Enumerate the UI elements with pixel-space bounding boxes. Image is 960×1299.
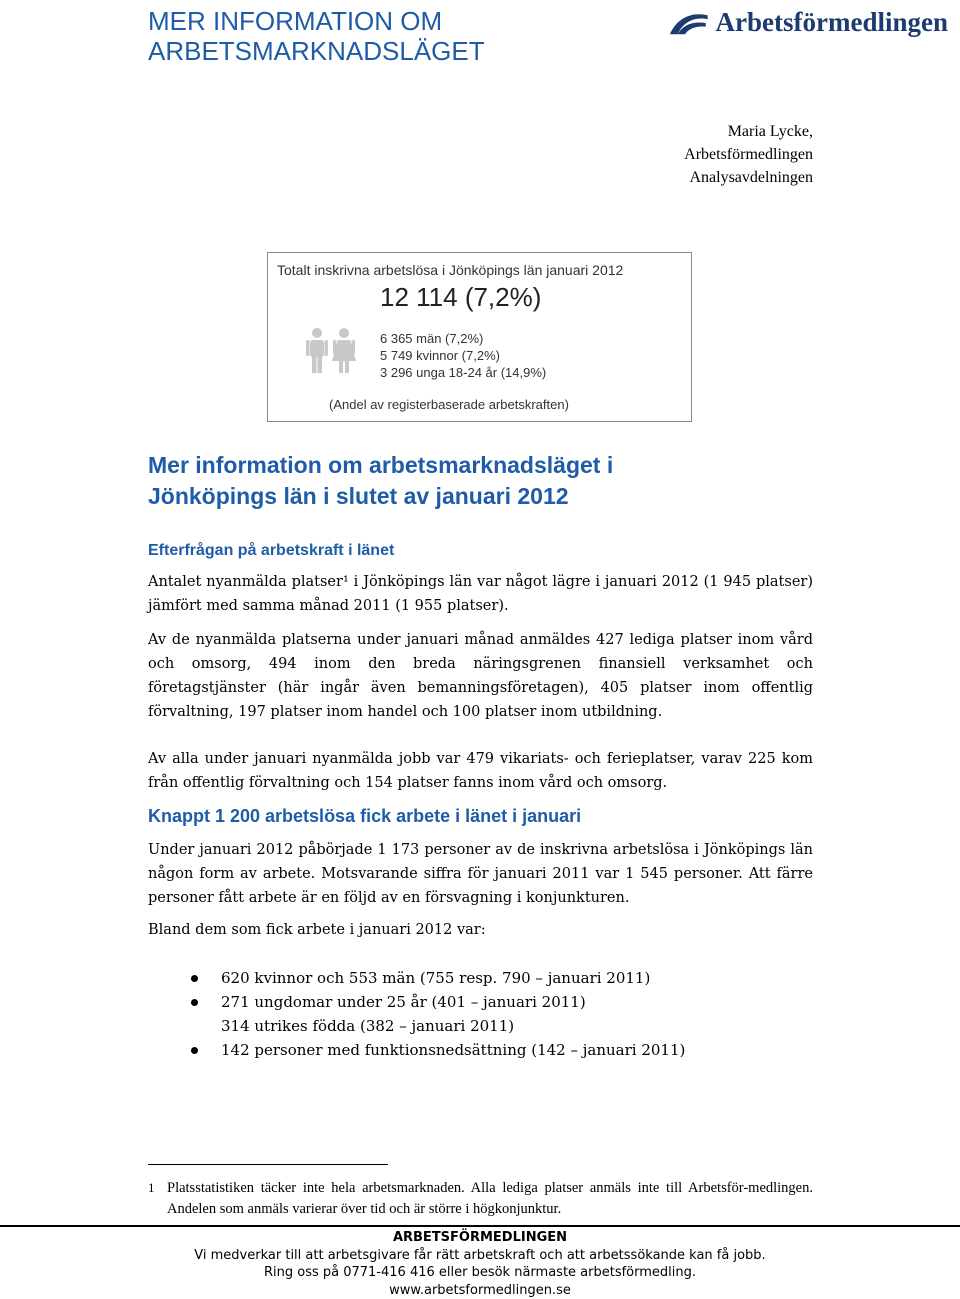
demand-paragraph-3: Av alla under januari nyanmälda jobb var 479 vikariats- och ferieplatser, varav 225 kom från offentlig förvaltning och 154 platser fanns inom vård och omsorg. (148, 751, 813, 791)
man-woman-icon (304, 327, 360, 375)
page-footer (0, 1229, 960, 1299)
footer-organization: ARBETSFÖRMEDLINGEN (392, 1230, 568, 1245)
stat-box-title: Totalt inskrivna arbetslösa i Jönköpings län januari 2012 (277, 262, 624, 278)
unemployment-stat-box (267, 252, 692, 422)
section-title-line-1: Mer information om arbetsmarknadsläget i (148, 452, 614, 478)
bullet-text: 314 utrikes födda (382 – januari 2011) (221, 1017, 515, 1035)
bullet-item (191, 1014, 685, 1038)
demand-paragraph-2: Av de nyanmälda platserna under januari månad anmäldes 427 lediga platser inom vård och omsorg, 494 inom den breda näringsgrenen finansiell verksamhet och företagstjänster (här ingår även bemanningsföretagen), 405 platser inom offentlig förvaltning, 197 platser inom handel och 100 platser inom utbildning. (148, 632, 813, 720)
arbetsformedlingen-logo (668, 4, 948, 40)
stat-young: 3 296 unga 18-24 år (14,9%) (380, 365, 547, 380)
author-name: Maria Lycke, (727, 123, 813, 140)
document-title-line-2: ARBETSMARKNADSLÄGET (148, 36, 485, 66)
author-block (684, 120, 813, 189)
bullet-text: 142 personer med funktionsnedsättning (142 – januari 2011) (221, 1041, 686, 1059)
bullet-text: 620 kvinnor och 553 män (755 resp. 790 – januari 2011) (221, 969, 651, 987)
footnote-divider (148, 1164, 388, 1165)
footer-website-link[interactable]: www.arbetsformedlingen.se (389, 1282, 571, 1298)
bullet-item (191, 990, 685, 1014)
footer-tagline: Vi medverkar till att arbetsgivare får rätt arbetskraft och att arbetssökande kan få jobb. (194, 1247, 766, 1263)
arbetsformedlingen-logo-icon (668, 7, 710, 37)
jobs-bullet-list (191, 966, 685, 1062)
stat-box-total: 12 114 (7,2%) (380, 282, 542, 312)
footnote-number: 1 (148, 1180, 155, 1195)
bullet-item (191, 1038, 685, 1062)
bullet-icon (191, 999, 198, 1006)
footer-contact: Ring oss på 0771-416 416 eller besök närmaste arbetsförmedling. (263, 1265, 697, 1280)
stat-men: 6 365 män (7,2%) (380, 331, 484, 346)
footnote-text: Platsstatistiken täcker inte hela arbetsmarknaden. Alla lediga platser anmäls inte till Arbetsför-medlingen. Andelen som anmäls varierar över tid och är större i högkonjunktur. (167, 1180, 813, 1217)
section-title-line-2: Jönköpings län i slutet av januari 2012 (148, 483, 569, 509)
stat-box-note: (Andel av registerbaserade arbetskraften) (329, 397, 569, 412)
author-department: Analysavdelningen (689, 169, 813, 186)
section-title (148, 450, 613, 512)
demand-heading: Efterfrågan på arbetskraft i länet (148, 542, 395, 559)
bullet-item (191, 966, 685, 990)
document-title-line-1: MER INFORMATION OM (148, 6, 443, 36)
logo-wordmark: Arbetsförmedlingen (715, 6, 948, 37)
jobs-paragraph-2: Bland dem som fick arbete i januari 2012 var: (148, 922, 486, 938)
bullet-icon (191, 975, 198, 982)
bullet-text: 271 ungdomar under 25 år (401 – januari 2011) (221, 993, 586, 1011)
jobs-heading: Knappt 1 200 arbetslösa fick arbete i länet i januari (148, 806, 582, 826)
stat-box-breakdown (380, 330, 546, 381)
footer-divider (0, 1225, 960, 1227)
bullet-icon (191, 1047, 198, 1054)
jobs-paragraph-1: Under januari 2012 påbörjade 1 173 personer av de inskrivna arbetslösa i Jönköpings län någon form av arbete. Motsvarande siffra för januari 2011 var 1 545 personer. Att färre personer fått arbete är en följd av en försvagning i konjunkturen. (148, 842, 813, 906)
author-organization: Arbetsförmedlingen (684, 146, 813, 163)
demand-paragraph-1: Antalet nyanmälda platser¹ i Jönköpings län var något lägre i januari 2012 (1 945 platser) jämfört med samma månad 2011 (1 955 platser). (148, 574, 813, 614)
document-title (148, 6, 485, 66)
stat-women: 5 749 kvinnor (7,2%) (380, 348, 500, 363)
